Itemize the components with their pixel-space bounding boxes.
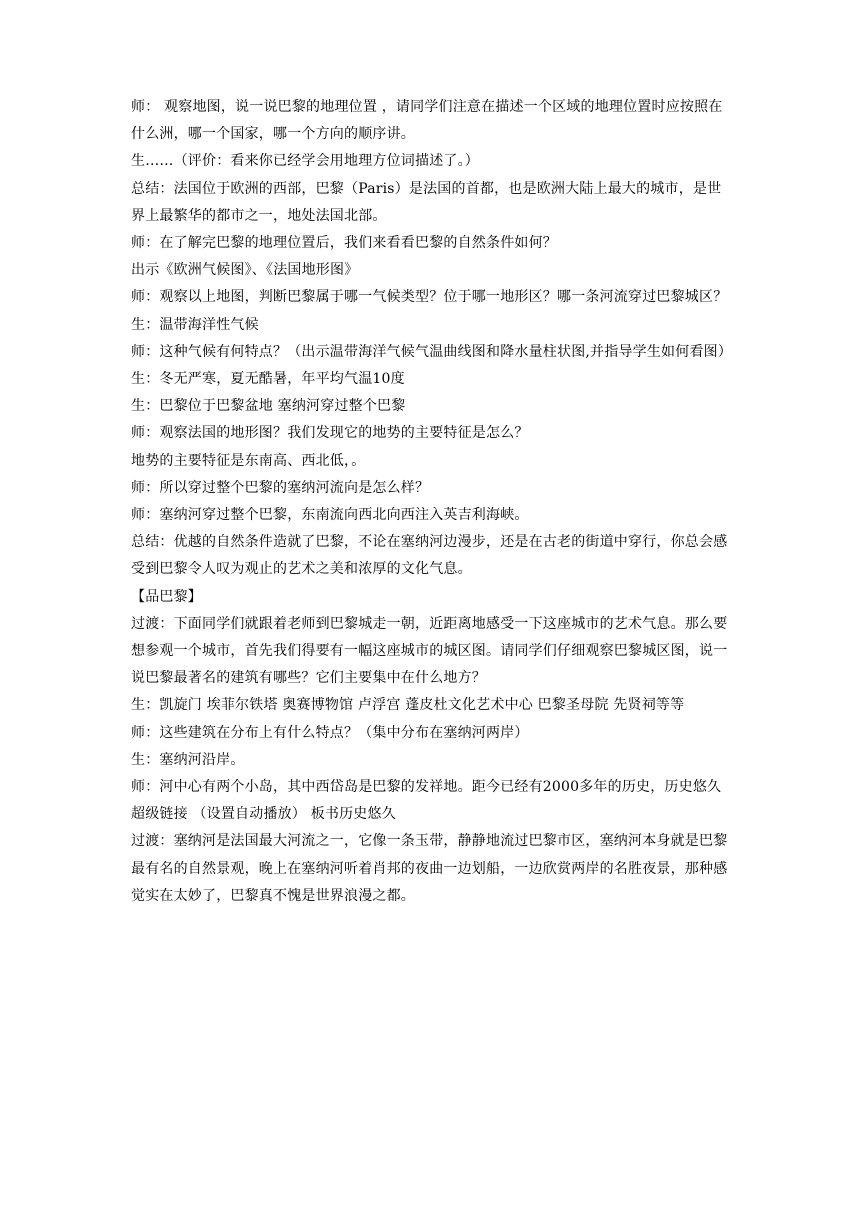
paragraph-student-riverbank: 生：塞纳河沿岸。 [131, 751, 245, 768]
paragraph-teacher-climate-features: 师：这种气候有何特点？（出示温带海洋气候气温曲线图和降水量柱状图,并指导学生如何看图） [131, 343, 733, 360]
paragraph-terrain-feature: 地势的主要特征是东南高、西北低，。 [131, 452, 366, 469]
document-body [131, 94, 731, 910]
paragraph-summary-france: 总结：法国位于欧洲的西部，巴黎（Paris）是法国的首都，也是欧洲大陆上最大的城市，是世界上最繁华的都市之一，地处法国北部。 [131, 180, 722, 224]
paragraph-student-buildings: 生：凯旋门 埃菲尔铁塔 奥赛博物馆 卢浮宫 蓬皮杜文化艺术中心 巴黎圣母院 先贤祠等等 [131, 697, 685, 714]
paragraph-teacher-island-history: 师：河中心有两个小岛，其中西岱岛是巴黎的发祥地。距今已经有2000多年的历史，历史悠久 超级链接 （设置自动播放） 板书历史悠久 [131, 779, 722, 823]
paragraph-transition-city-map: 过渡：下面同学们就跟着老师到巴黎城走一朝，近距离地感受一下这座城市的艺术气息。那么要想参观一个城市，首先我们得要有一幅这座城市的城区图。请同学们仔细观察巴黎城区图，说一说巴黎最著名的建筑有哪些？它们主要集中在什么地方？ [131, 615, 728, 687]
paragraph-teacher-river-flow-question: 师：所以穿过整个巴黎的塞纳河流向是怎么样？ [131, 479, 430, 496]
paragraph-teacher-observe-maps: 师：观察以上地图，判断巴黎属于哪一气候类型？位于哪一地形区？哪一条河流穿过巴黎城区？ [131, 289, 728, 306]
section-heading-pin-bali: 【品巴黎】 [131, 588, 202, 605]
paragraph-show-maps: 出示《欧洲气候图》、《法国地形图》 [131, 262, 359, 279]
paragraph-summary-conditions: 总结：优越的自然条件造就了巴黎，不论在塞纳河边漫步，还是在古老的街道中穿行，你总会感受到巴黎令人叹为观止的艺术之美和浓厚的文化气息。 [131, 534, 728, 578]
paragraph-student-climate: 生：温带海洋性气候 [131, 316, 259, 333]
paragraph-student-climate-features: 生：冬无严寒，夏无酷暑，年平均气温10度 [131, 371, 405, 388]
paragraph-teacher-terrain: 师：观察法国的地形图？我们发现它的地势的主要特征是怎么？ [131, 425, 529, 442]
paragraph-transition-seine: 过渡：塞纳河是法国最大河流之一，它像一条玉带，静静地流过巴黎市区，塞纳河本身就是巴黎最有名的自然景观，晚上在塞纳河听着肖邦的夜曲一边划船，一边欣赏两岸的名胜夜景，那种感觉实在太妙了，巴黎真不愧是世界浪漫之都。 [131, 833, 728, 904]
paragraph-student-evaluation: 生……（评价：看来你已经学会用地理方位词描述了。） [131, 153, 479, 170]
paragraph-teacher-location: 师： 观察地图，说一说巴黎的地理位置 ，请同学们注意在描述一个区域的地理位置时应按照在什么洲，哪一个国家，哪一个方向的顺序讲。 [131, 99, 723, 143]
paragraph-teacher-natural-conditions: 师：在了解完巴黎的地理位置后，我们来看看巴黎的自然条件如何？ [131, 235, 557, 252]
paragraph-teacher-river-flow: 师：塞纳河穿过整个巴黎，东南流向西北向西注入英吉利海峡。 [131, 507, 529, 524]
paragraph-teacher-distribution: 师：这些建筑在分布上有什么特点？（集中分布在塞纳河两岸） [131, 724, 529, 741]
paragraph-student-basin: 生：巴黎位于巴黎盆地 塞纳河穿过整个巴黎 [131, 398, 406, 415]
